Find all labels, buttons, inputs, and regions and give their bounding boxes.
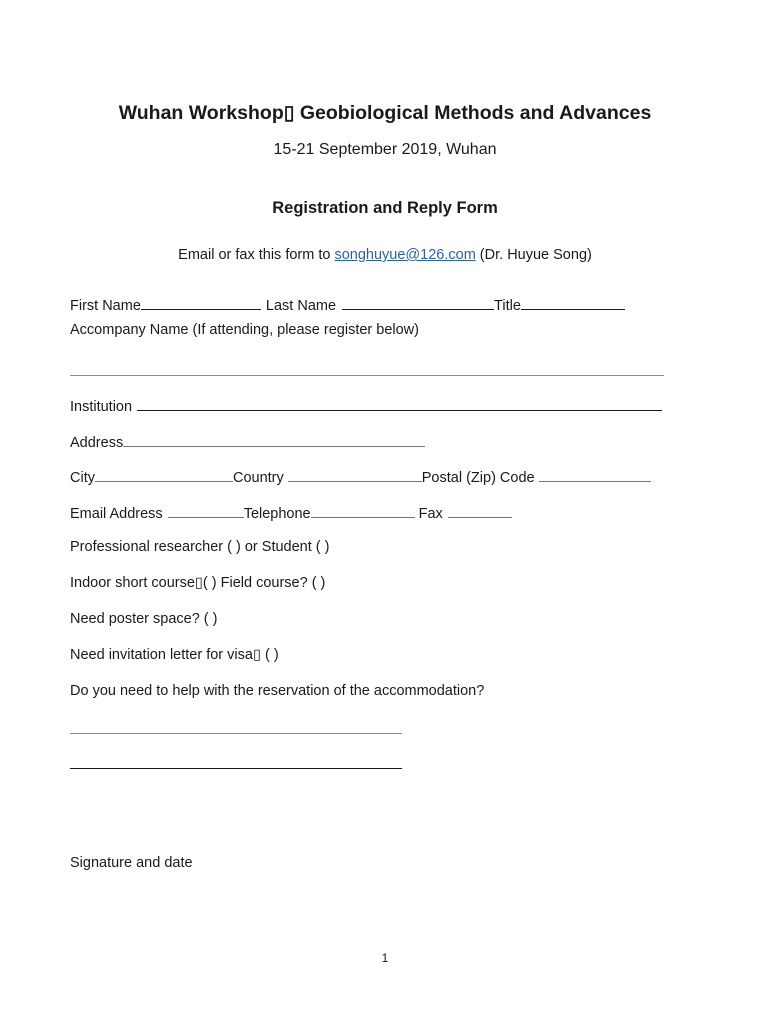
instruction-line <box>0 247 770 263</box>
workshop-date-location: 15-21 September 2019, Wuhan <box>273 141 497 158</box>
address-field[interactable] <box>123 432 425 447</box>
city-label: City <box>70 470 95 486</box>
name-row <box>70 295 625 314</box>
accompany-label: Accompany Name (If attending, please register below) <box>70 322 419 338</box>
city-field[interactable] <box>95 467 233 482</box>
institution-label: Institution <box>70 399 133 415</box>
fax-label: Fax <box>418 506 443 522</box>
contact-row <box>70 503 512 522</box>
last-name-field[interactable] <box>342 295 494 310</box>
postal-field[interactable] <box>539 467 651 482</box>
researcher-question[interactable]: Professional researcher ( ) or Student ( ) <box>70 539 330 555</box>
address-label: Address <box>70 435 124 451</box>
first-name-field[interactable] <box>141 295 261 310</box>
title-field[interactable] <box>521 295 625 310</box>
city-row <box>70 467 651 486</box>
last-name-label: Last Name <box>265 298 337 314</box>
instruction-suffix: (Dr. Huyue Song) <box>475 247 592 263</box>
instruction-prefix: Email or fax this form to <box>178 247 335 263</box>
contact-email-link[interactable]: songhuyue@126.com <box>334 247 476 263</box>
email-field[interactable] <box>168 503 244 518</box>
institution-row <box>70 396 662 415</box>
accommodation-answer-line-2[interactable] <box>70 768 402 769</box>
poster-question[interactable]: Need poster space? ( ) <box>70 611 218 627</box>
country-field[interactable] <box>288 467 422 482</box>
workshop-title: Wuhan Workshop▯ Geobiological Methods and Advances <box>118 102 652 124</box>
accommodation-answer-line-1[interactable] <box>70 733 402 734</box>
address-row <box>70 432 425 451</box>
email-label: Email Address <box>70 506 163 522</box>
page-number: 1 <box>381 951 389 965</box>
visa-question[interactable]: Need invitation letter for visa▯ ( ) <box>70 647 279 663</box>
signature-label: Signature and date <box>70 855 193 871</box>
postal-label: Postal (Zip) Code <box>421 470 535 486</box>
country-label: Country <box>232 470 284 486</box>
institution-field[interactable] <box>137 396 662 411</box>
first-name-label: First Name <box>70 298 141 314</box>
accommodation-question: Do you need to help with the reservation of the accommodation? <box>70 683 485 699</box>
accompany-field[interactable] <box>70 375 664 376</box>
form-title: Registration and Reply Form <box>272 199 498 217</box>
fax-field[interactable] <box>448 503 512 518</box>
title-label: Title <box>494 298 521 314</box>
telephone-label: Telephone <box>243 506 311 522</box>
course-question[interactable]: Indoor short course▯( ) Field course? ( ) <box>70 575 326 591</box>
telephone-field[interactable] <box>311 503 415 518</box>
